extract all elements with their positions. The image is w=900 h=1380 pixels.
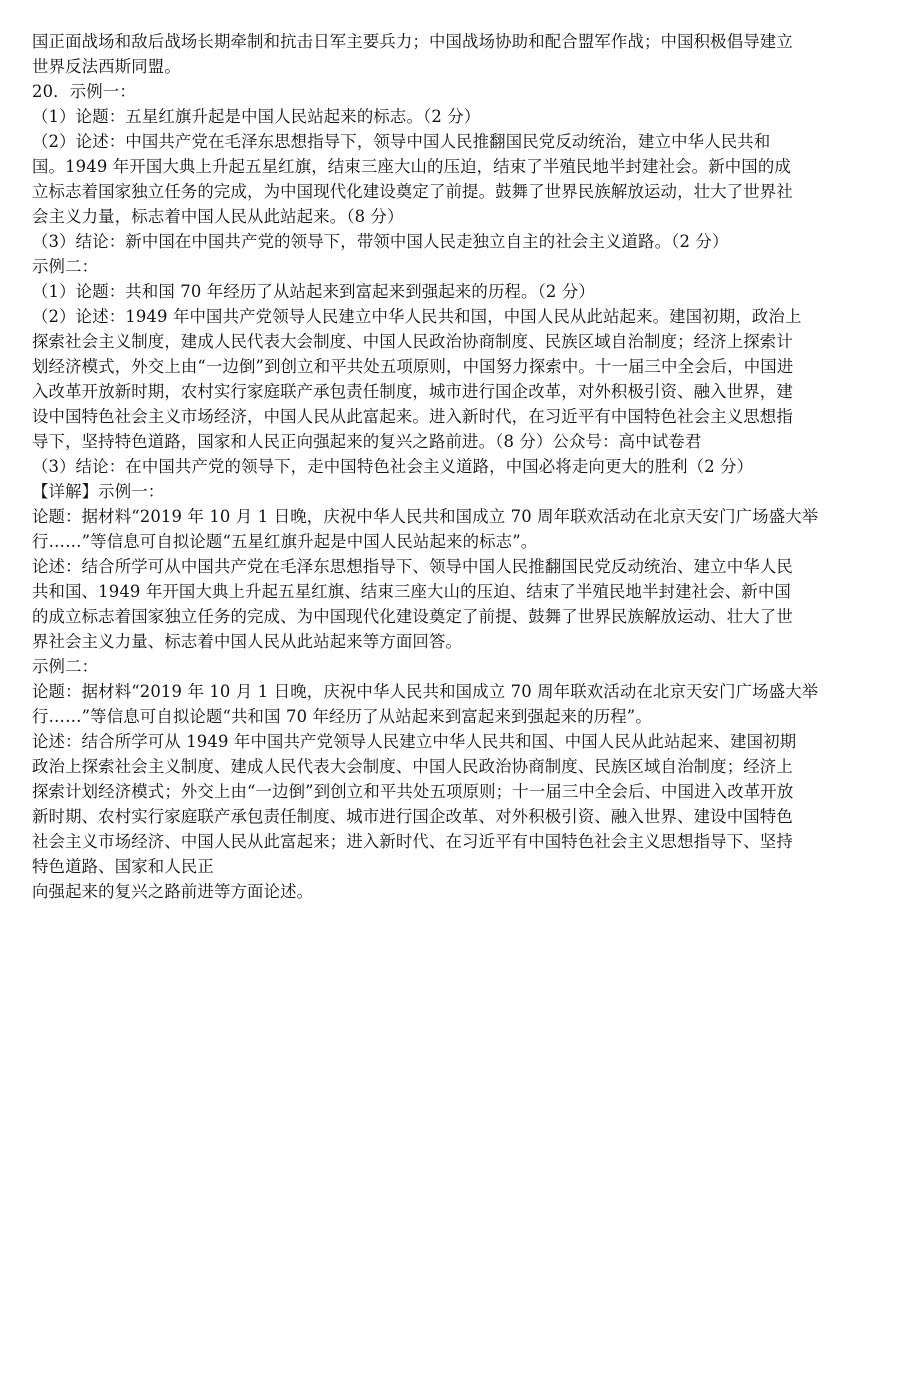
text-line: 论题：据材料“2019 年 10 月 1 日晚，庆祝中华人民共和国成立 70 周年联欢活动在北京天安门广场盛大举: [32, 507, 819, 526]
text-line: （3）结论：新中国在中国共产党的领导下，带领中国人民走独立自主的社会主义道路。（2 分）: [32, 232, 729, 251]
text-line: 论题：据材料“2019 年 10 月 1 日晚，庆祝中华人民共和国成立 70 周年联欢活动在北京天安门广场盛大举: [32, 682, 819, 701]
text-line: （3）结论：在中国共产党的领导下，走中国特色社会主义道路，中国必将走向更大的胜利（2 分）: [32, 457, 754, 476]
text-line: 共和国、1949 年开国大典上升起五星红旗、结束三座大山的压迫、结束了半殖民地半封建社会、新中国: [32, 582, 791, 601]
text-line: 会主义力量，标志着中国人民从此站起来。（8 分）: [32, 207, 404, 226]
text-line: 探索计划经济模式；外交上由“一边倒”到创立和平共处五项原则；十一届三中全会后、中国进入改革开放: [32, 782, 794, 801]
text-line: （1）论题：五星红旗升起是中国人民站起来的标志。（2 分）: [32, 107, 481, 126]
text-line: （1）论题：共和国 70 年经历了从站起来到富起来到强起来的历程。（2 分）: [32, 282, 595, 301]
text-line: 社会主义市场经济、中国人民从此富起来；进入新时代、在习近平有中国特色社会主义思想指导下、坚持: [32, 832, 793, 851]
document-page: [32, 29, 884, 904]
text-line: 设中国特色社会主义市场经济，中国人民从此富起来。进入新时代，在习近平有中国特色社会主义思想指: [32, 407, 793, 426]
text-line: 导下，坚持特色道路，国家和人民正向强起来的复兴之路前进。（8 分）公众号：高中试卷君: [32, 432, 702, 451]
text-line: 世界反法西斯同盟。: [32, 57, 181, 76]
text-line: 行……”等信息可自拟论题“五星红旗升起是中国人民站起来的标志”。: [32, 532, 538, 551]
text-line: 界社会主义力量、标志着中国人民从此站起来等方面回答。: [32, 632, 463, 651]
text-line: 划经济模式，外交上由“一边倒”到创立和平共处五项原则，中国努力探索中。十一届三中全会后，中国进: [32, 357, 794, 376]
text-line: 论述：结合所学可从中国共产党在毛泽东思想指导下、领导中国人民推翻国民党反动统治、建立中华人民: [32, 557, 793, 576]
text-line: 入改革开放新时期，农村实行家庭联产承包责任制度，城市进行国企改革，对外积极引资、融入世界，建: [32, 382, 793, 401]
text-line: 新时期、农村实行家庭联产承包责任制度、城市进行国企改革、对外积极引资、融入世界、建设中国特色: [32, 807, 793, 826]
example-heading: 示例二：: [32, 657, 99, 676]
text-line: 论述：结合所学可从 1949 年中国共产党领导人民建立中华人民共和国、中国人民从此站起来、建国初期: [32, 732, 797, 751]
text-line: 的成立标志着国家独立任务的完成、为中国现代化建设奠定了前提、鼓舞了世界民族解放运动、壮大了世: [32, 607, 793, 626]
text-line: 政治上探索社会主义制度、建成人民代表大会制度、中国人民政治协商制度、民族区域自治制度；经济上: [32, 757, 793, 776]
explanation-heading: 【详解】示例一：: [32, 482, 165, 501]
example-heading: 示例二：: [32, 257, 99, 276]
text-line: （2）论述：中国共产党在毛泽东思想指导下，领导中国人民推翻国民党反动统治，建立中华人民共和: [32, 132, 771, 151]
text-line: 行……”等信息可自拟论题“共和国 70 年经历了从站起来到富起来到强起来的历程”。: [32, 707, 652, 726]
text-line: 国正面战场和敌后战场长期牵制和抗击日军主要兵力；中国战场协助和配合盟军作战；中国积极倡导建立: [32, 32, 793, 51]
question-heading: 20．示例一：: [32, 82, 136, 101]
text-line: 特色道路、国家和人民正: [32, 857, 214, 876]
text-line: 国。1949 年开国大典上升起五星红旗，结束三座大山的压迫，结束了半殖民地半封建社会。新中国的成: [32, 157, 791, 176]
text-line: 探索社会主义制度，建成人民代表大会制度、中国人民政治协商制度、民族区域自治制度；经济上探索计: [32, 332, 793, 351]
text-line: （2）论述：1949 年中国共产党领导人民建立中华人民共和国，中国人民从此站起来。建国初期，政治上: [32, 307, 802, 326]
text-line: 立标志着国家独立任务的完成，为中国现代化建设奠定了前提。鼓舞了世界民族解放运动，壮大了世界社: [32, 182, 793, 201]
text-line: 向强起来的复兴之路前进等方面论述。: [32, 882, 314, 901]
